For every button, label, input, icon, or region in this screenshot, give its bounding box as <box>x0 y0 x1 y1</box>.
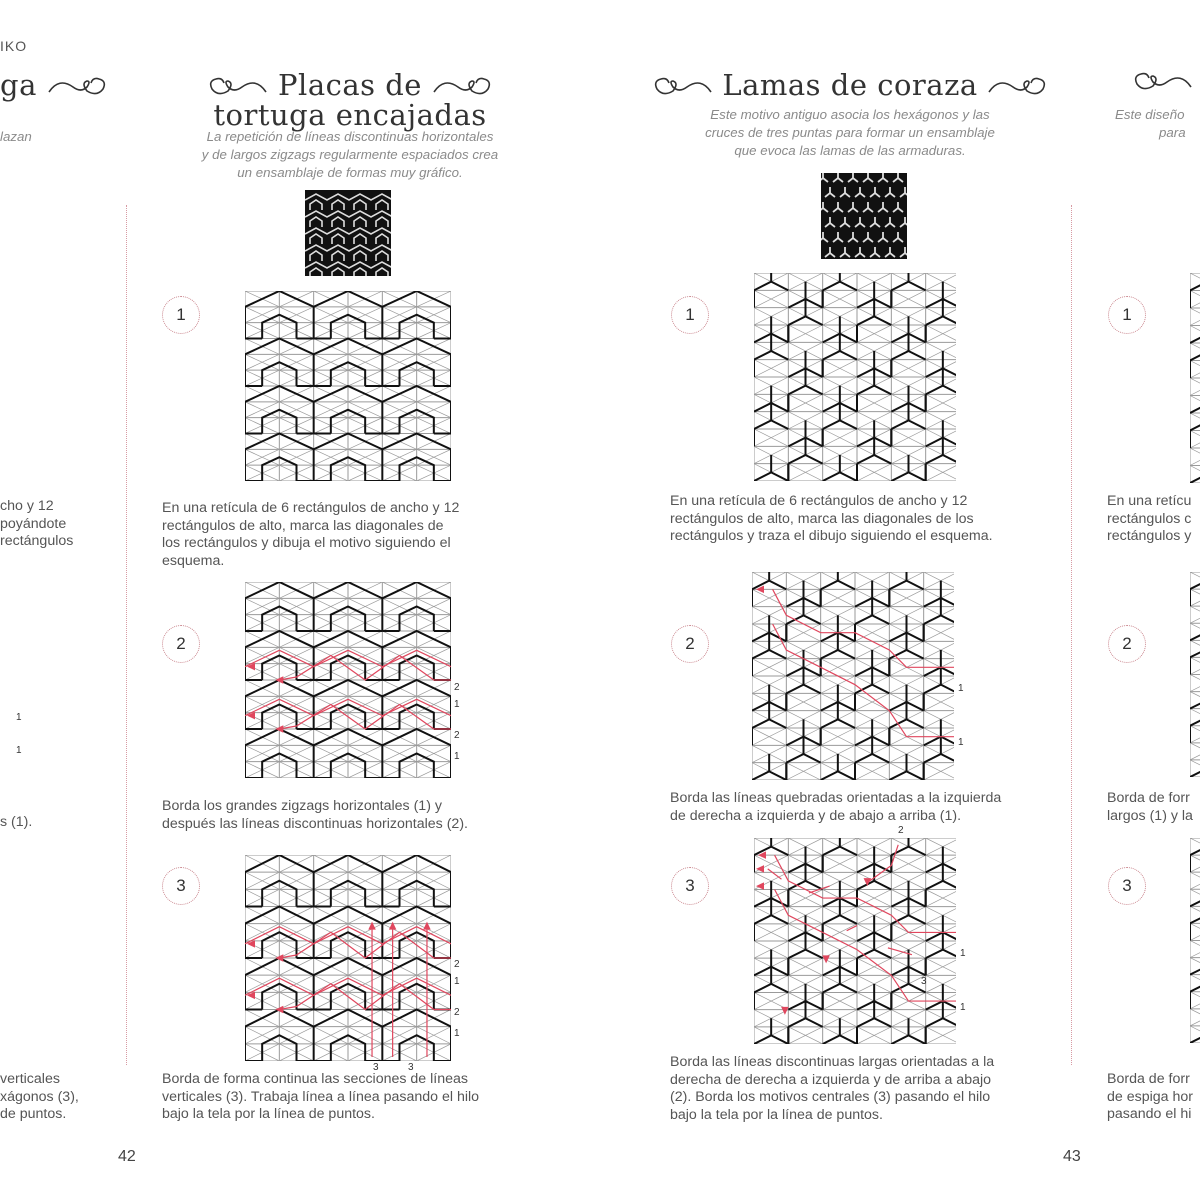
flourish-left-icon <box>653 75 713 99</box>
right-partial-diagram-1 <box>1190 273 1200 483</box>
stitch-label: 2 <box>454 730 460 741</box>
step-3-text: Borda de forma continua las secciones de líneas verticales (3). Trabaja línea a línea pasando el hilo bajo la tela por la línea de puntos. <box>162 1071 480 1122</box>
right-partial-step1-text: En una retícu rectángulos c rectángulos y <box>1107 493 1192 544</box>
flourish-left-icon <box>1133 70 1193 94</box>
step-number-2: 2 <box>1108 625 1146 663</box>
stitch-label: 1 <box>958 683 964 694</box>
step-number-1: 1 <box>162 296 200 334</box>
flourish-left-icon <box>208 75 268 99</box>
page-left-subtitle: La repetición de líneas discontinuas horizontales y de largos zigzags regularmente espaciados crea un ensamblaje de formas muy gráfico. <box>201 129 499 180</box>
stitch-label: 1 <box>454 699 460 710</box>
flourish-right-icon <box>987 75 1047 99</box>
diagram-step-1 <box>245 291 451 481</box>
step-number-2: 2 <box>671 625 709 663</box>
running-head: IKO <box>0 38 28 54</box>
left-partial-diagram-3 <box>0 855 14 1060</box>
left-partial-diagram-1 <box>0 280 14 480</box>
right-partial-subtitle: Este diseño para <box>1115 107 1186 140</box>
step-number-2: 2 <box>162 625 200 663</box>
left-partial-subtitle: lazan <box>0 129 32 144</box>
page-number-right: 43 <box>1063 1148 1081 1165</box>
right-partial-diagram-3 <box>1190 838 1200 1043</box>
left-partial-step2-text: s (1). <box>0 814 33 830</box>
stitch-label: 2 <box>454 682 460 693</box>
stitch-label: 3 <box>373 1062 379 1073</box>
stitch-label: 2 <box>898 825 904 836</box>
right-partial-step2-text: Borda de forr largos (1) y la <box>1107 790 1193 824</box>
right-partial-step3-text: Borda de forr de espiga hor pasando el hi <box>1107 1071 1193 1122</box>
diagram-step-1 <box>754 273 956 481</box>
page-left-title-line1: Placas de <box>278 68 422 102</box>
diagram-step-2 <box>752 572 954 780</box>
diagram-step-3 <box>245 855 451 1061</box>
page-left-title <box>160 70 540 130</box>
left-partial-step3-text: verticales xágonos (3), de puntos. <box>0 1071 79 1122</box>
stitch-label: 1 <box>454 1028 460 1039</box>
right-partial-diagram-2 <box>1190 572 1200 777</box>
right-partial-title <box>1133 70 1193 94</box>
stitch-label: 3 <box>921 976 927 987</box>
step-1-text: En una retícula de 6 rectángulos de ancho y 12 rectángulos de alto, marca las diagonales de los rectángulos y traza el dibujo siguiendo el esquema. <box>670 493 993 544</box>
step-2-text: Borda las líneas quebradas orientadas a la izquierda de derecha a izquierda y de abajo a arriba (1). <box>670 790 1002 824</box>
step-number-1: 1 <box>1108 296 1146 334</box>
step-3-text: Borda las líneas discontinuas largas orientadas a la derecha de derecha a izquierda y de arriba a abajo (2). Borda los motivos centrales (3) pasando el hilo bajo la tela por la línea de puntos. <box>670 1054 995 1123</box>
step-1-text: En una retícula de 6 rectángulos de ancho y 12 rectángulos de alto, marca las diagonales de los rectángulos y dibuja el motivo siguiendo el esquema. <box>162 500 460 569</box>
stitch-label: 2 <box>454 1007 460 1018</box>
diagram-step-2 <box>245 582 451 778</box>
stitch-label: 1 <box>958 737 964 748</box>
left-partial-step1-text: cho y 12 poyándote rectángulos <box>0 498 74 549</box>
stitch-label: 2 <box>454 959 460 970</box>
stitch-label: 1 <box>454 751 460 762</box>
column-divider <box>1071 205 1072 1065</box>
stitch-label: 3 <box>408 1062 414 1073</box>
stitch-label: 1 <box>960 948 966 959</box>
page-right-title <box>650 70 1050 100</box>
pattern-swatch-armor <box>821 173 907 259</box>
page-right-subtitle: Este motivo antiguo asocia los hexágonos y las cruces de tres puntas para formar un ensamblaje que evoca las lamas de las armaduras. <box>705 107 995 158</box>
column-divider <box>126 205 127 1065</box>
stitch-label: 1 <box>960 1002 966 1013</box>
left-partial-label: 1 <box>16 745 22 756</box>
flourish-right-icon <box>432 75 492 99</box>
left-partial-label: 1 <box>16 712 22 723</box>
pattern-swatch-tortoise <box>305 190 391 276</box>
left-partial-diagram-2 <box>0 595 14 790</box>
step-number-1: 1 <box>671 296 709 334</box>
page-number-left: 42 <box>118 1148 136 1165</box>
flourish-icon <box>47 75 109 99</box>
page-right-title-text: Lamas de coraza <box>722 68 978 102</box>
diagram-step-3 <box>754 838 956 1044</box>
step-number-3: 3 <box>1108 867 1146 905</box>
page-left-title-line2: tortuga encajadas <box>213 98 487 132</box>
stitch-label: 1 <box>454 976 460 987</box>
step-number-3: 3 <box>671 867 709 905</box>
left-partial-title <box>0 70 109 100</box>
step-2-text: Borda los grandes zigzags horizontales (1) y después las líneas discontinuas horizontales (2). <box>162 798 468 832</box>
step-number-3: 3 <box>162 867 200 905</box>
left-partial-title-text: ga <box>0 68 37 102</box>
